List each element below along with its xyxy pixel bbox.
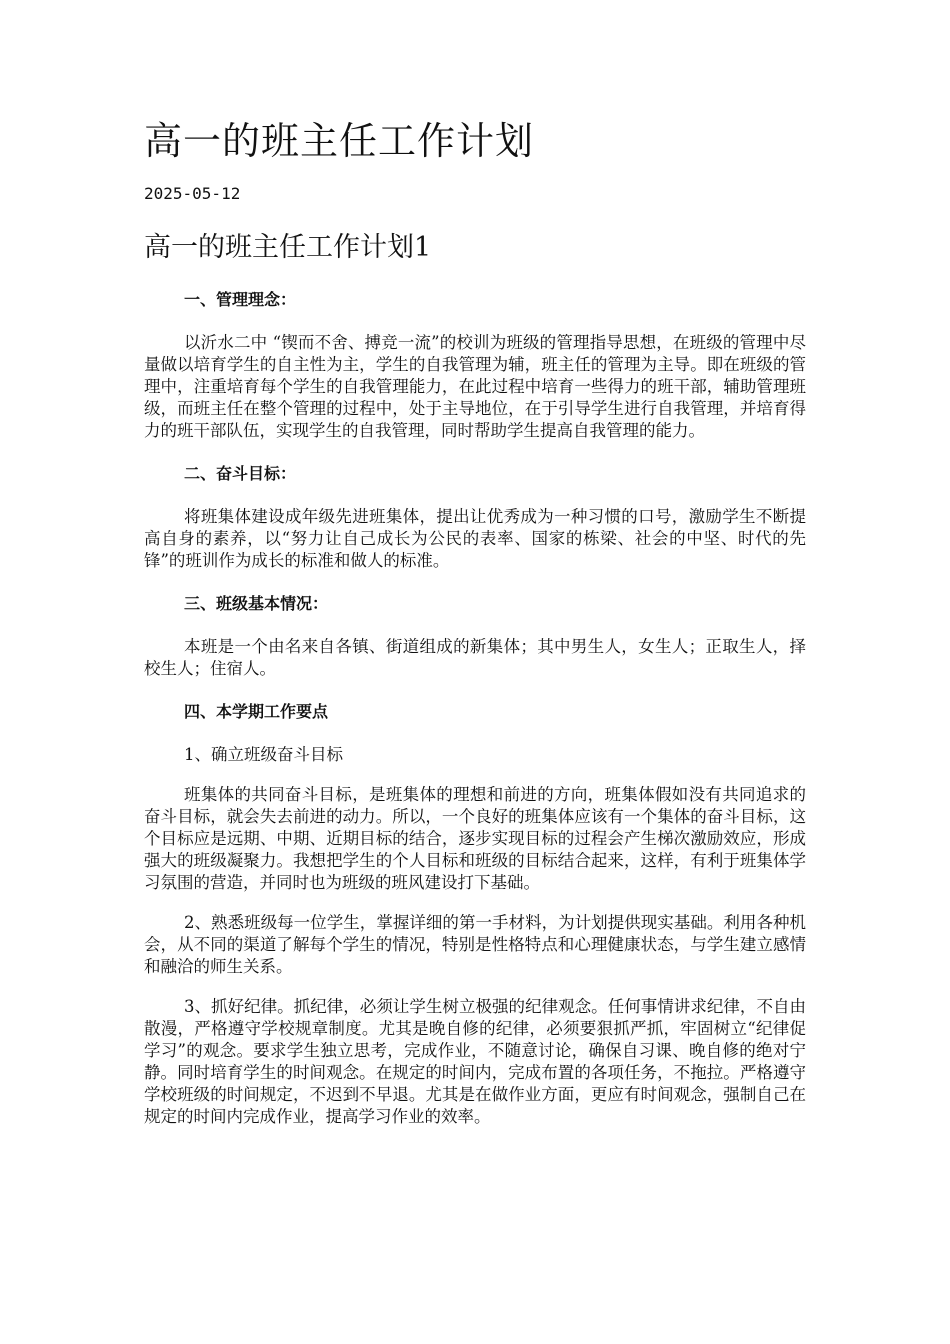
paragraph-class-goal: 班集体的共同奋斗目标，是班集体的理想和前进的方向，班集体假如没有共同追求的奋斗目标，就会失去前进的动力。所以，一个良好的班集体应该有一个集体的奋斗目标，这个目标应是远期、中期、近期目标的结合，逐步实现目标的过程会产生梯次激励效应，形成强大的班级凝聚力。我想把学生的个人目标和班级的目标结合起来，这样，有利于班集体学习氛围的营造，并同时也为班级的班风建设打下基础。 bbox=[144, 785, 806, 892]
item-heading-class-goal: 1、确立班级奋斗目标 bbox=[184, 745, 343, 764]
section-heading-management-philosophy: 一、管理理念： bbox=[184, 290, 297, 309]
section-heading-work-points: 四、本学期工作要点 bbox=[184, 702, 329, 721]
document-date: 2025-05-12 bbox=[144, 184, 241, 203]
section-heading-goals: 二、奋斗目标： bbox=[184, 464, 297, 483]
paragraph-class-info: 本班是一个由名来自各镇、街道组成的新集体；其中男生人，女生人；正取生人，择校生人；住宿人。 bbox=[144, 637, 806, 678]
paragraph-know-students: 2、熟悉班级每一位学生，掌握详细的第一手材料，为计划提供现实基础。利用各种机会，从不同的渠道了解每个学生的情况，特别是性格特点和心理健康状态，与学生建立感情和融洽的师生关系。 bbox=[144, 913, 806, 976]
paragraph-goals: 将班集体建设成年级先进班集体，提出让优秀成为一种习惯的口号，激励学生不断提高自身的素养，以“努力让自己成长为公民的表率、国家的栋梁、社会的中坚、时代的先锋”的班训作为成长的标准和做人的标准。 bbox=[144, 507, 806, 570]
section-heading-class-info: 三、班级基本情况： bbox=[184, 594, 329, 613]
document-page bbox=[144, 112, 806, 1128]
document-subtitle: 高一的班主任工作计划1 bbox=[144, 232, 432, 263]
document-title: 高一的班主任工作计划 bbox=[144, 119, 535, 163]
paragraph-discipline: 3、抓好纪律。抓纪律，必须让学生树立极强的纪律观念。任何事情讲求纪律，不自由散漫，严格遵守学校规章制度。尤其是晚自修的纪律，必须要狠抓严抓，牢固树立“纪律促学习”的观念。要求学生独立思考，完成作业，不随意讨论，确保自习课、晚自修的绝对宁静。同时培育学生的时间观念。在规定的时间内，完成布置的各项任务，不拖拉。严格遵守学校班级的时间规定，不迟到不早退。尤其是在做作业方面，更应有时间观念，强制自己在规定的时间内完成作业，提高学习作业的效率。 bbox=[144, 997, 806, 1126]
paragraph-management-philosophy: 以沂水二中 “锲而不舍、搏竞一流”的校训为班级的管理指导思想，在班级的管理中尽量做以培育学生的自主性为主，学生的自我管理为辅，班主任的管理为主导。即在班级的管理中，注重培育每个学生的自我管理能力，在此过程中培育一些得力的班干部，辅助管理班级，而班主任在整个管理的过程中，处于主导地位，在于引导学生进行自我管理，并培育得力的班干部队伍，实现学生的自我管理，同时帮助学生提高自我管理的能力。 bbox=[144, 333, 806, 440]
